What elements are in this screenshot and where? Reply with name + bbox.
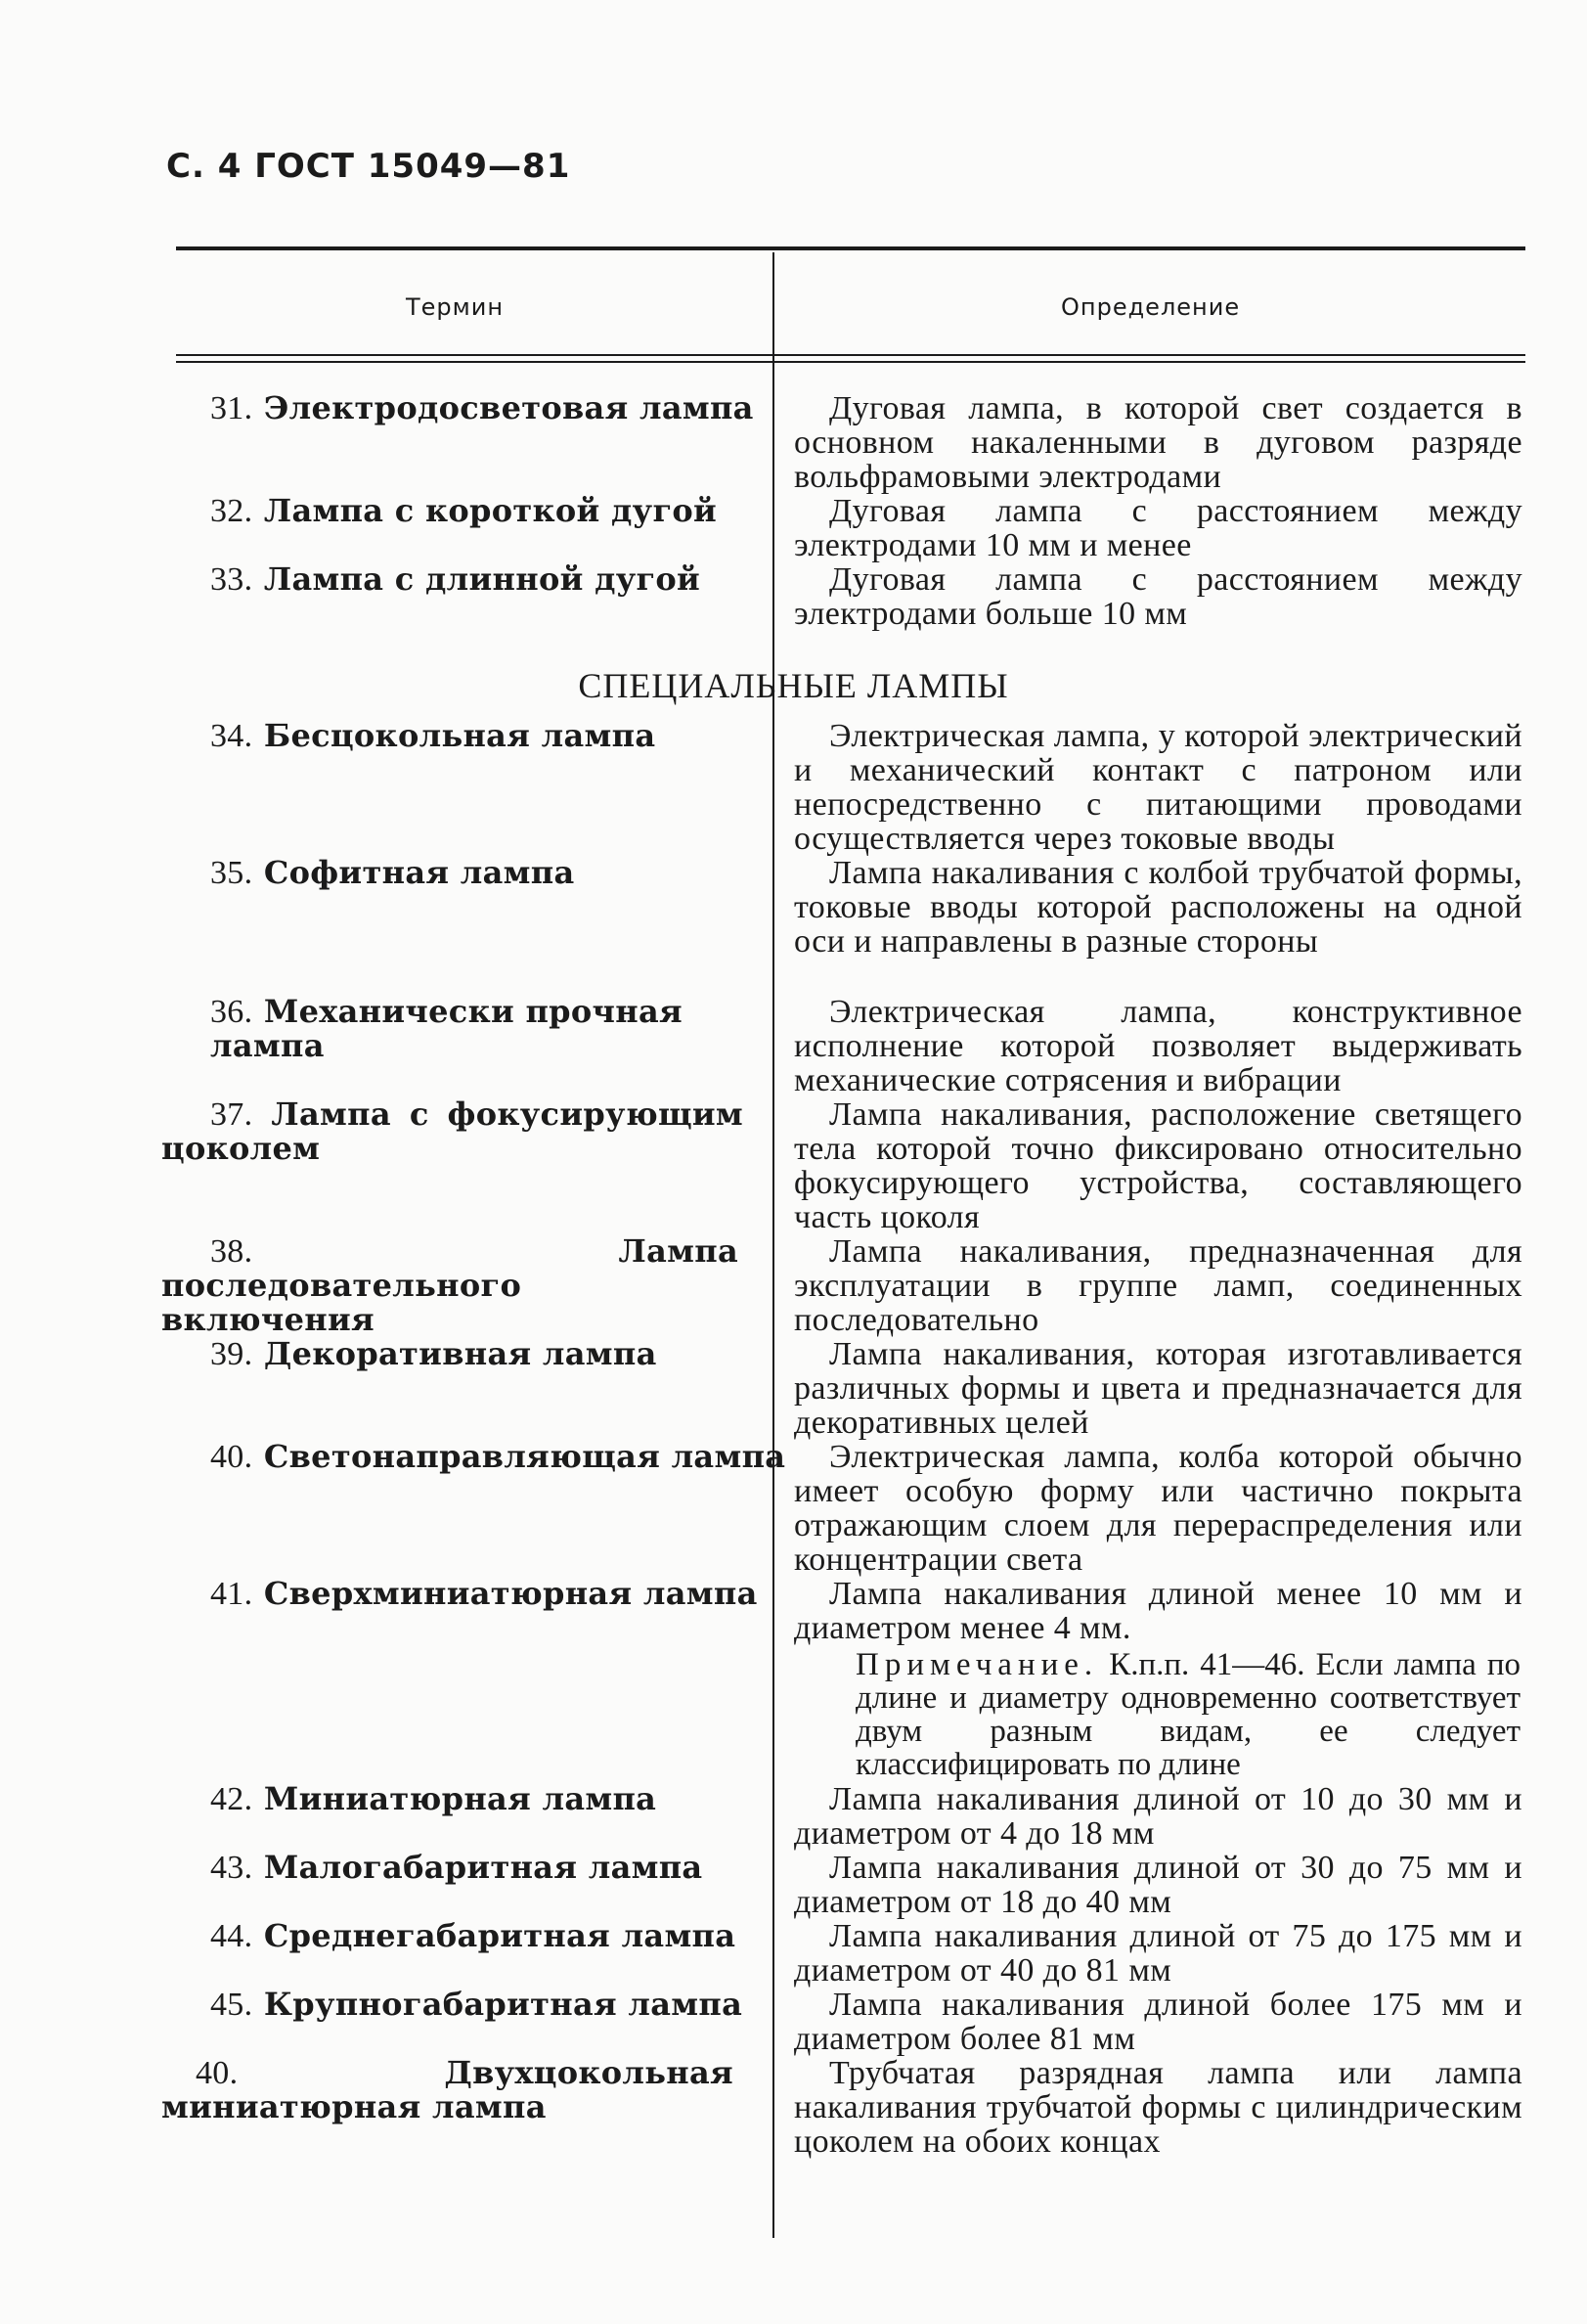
term-cell <box>210 1988 792 2022</box>
definition-cell <box>794 562 1522 631</box>
term-number: 40. <box>210 1439 253 1475</box>
term-text: Лампа с короткой дугой <box>263 492 718 529</box>
term-number: 45. <box>210 1987 253 2023</box>
term-cell <box>210 995 792 1063</box>
definition-cell <box>794 1097 1522 1234</box>
definition-text: Электрическая лампа, колба которой обычно имеет особую форму или частично покрыта отражающим слоем для перераспределения или концентрации света <box>794 1439 1522 1578</box>
definition-text: Дуговая лампа с расстоянием между электродами больше 10 мм <box>794 561 1522 632</box>
definition-cell <box>794 1577 1522 1645</box>
note <box>856 1648 1521 1781</box>
term-number: 32. <box>210 493 253 529</box>
header-rule <box>176 354 1525 356</box>
term-number: 31. <box>210 390 253 426</box>
term-text: Лампа с длинной дугой <box>263 560 701 598</box>
definition-cell <box>794 1851 1522 1919</box>
definition-cell <box>794 1919 1522 1988</box>
section-title: СПЕЦИАЛЬНЫЕ ЛАМПЫ <box>578 666 1009 705</box>
note-text: К.п.п. 41—46. Если лампа по длине и диаметру одновременно соответствует двум разным видам, ее следует классифицировать по длине <box>856 1647 1521 1782</box>
term-cell <box>210 391 792 425</box>
definition-text: Лампа накаливания длиной от 30 до 75 мм и диаметром от 18 до 40 мм <box>794 1850 1522 1920</box>
term-cell <box>210 1782 792 1816</box>
definition-column-header: Определение <box>1061 293 1241 321</box>
definition-cell <box>794 2056 1522 2159</box>
term-number: 44. <box>210 1918 253 1954</box>
term-text: Бесцокольная лампа <box>263 717 656 754</box>
term-number: 40. <box>196 2055 239 2091</box>
term-cell <box>210 494 792 528</box>
term-cell <box>210 1919 792 1953</box>
term-cell <box>210 1577 792 1611</box>
term-number: 33. <box>210 561 253 598</box>
definition-text: Лампа накаливания длиной более 175 мм и диаметром более 81 мм <box>794 1987 1522 2057</box>
table-top-rule <box>176 246 1525 250</box>
term-number: 39. <box>210 1336 253 1372</box>
page-header: С. 4 ГОСТ 15049—81 <box>166 147 571 186</box>
definition-text: Лампа накаливания длиной от 10 до 30 мм и диаметром от 4 до 18 мм <box>794 1781 1522 1852</box>
term-number: 42. <box>210 1781 253 1817</box>
definition-cell <box>794 856 1522 959</box>
term-column-header: Термин <box>406 293 505 321</box>
term-cell <box>210 562 792 597</box>
definition-cell <box>794 995 1522 1097</box>
definition-text: Трубчатая разрядная лампа или лампа накаливания трубчатой формы с цилиндрическим цоколем на обоих концах <box>794 2055 1522 2160</box>
definition-text: Лампа накаливания длиной от 75 до 175 мм и диаметром от 40 до 81 мм <box>794 1918 1522 1989</box>
term-text: Сверхминиатюрная лампа <box>263 1575 758 1612</box>
definition-cell <box>794 391 1522 494</box>
term-text: Декоративная лампа <box>263 1335 657 1372</box>
term-cell <box>210 1337 792 1371</box>
definition-cell <box>794 494 1522 562</box>
term-cell <box>161 1234 738 1337</box>
term-text: Лампа последовательного включения <box>161 1232 738 1338</box>
definition-cell <box>794 1440 1522 1577</box>
definition-cell <box>794 1337 1522 1440</box>
definition-text: Дуговая лампа, в которой свет создается в основном накаленными в дуговом разряде вольфрамовыми электродами <box>794 390 1522 495</box>
term-number: 37. <box>210 1096 253 1133</box>
term-text: Малогабаритная лампа <box>263 1849 703 1886</box>
term-text: Среднегабаритная лампа <box>263 1917 736 1954</box>
term-number: 34. <box>210 718 253 754</box>
definition-cell <box>794 1782 1522 1851</box>
definition-text: Лампа накаливания с колбой трубчатой формы, токовые вводы которой расположены на одной оси и направлены в разные стороны <box>794 855 1522 960</box>
term-text: Крупногабаритная лампа <box>263 1986 743 2023</box>
term-number: 38. <box>210 1233 253 1270</box>
note-label: Примечание. <box>856 1647 1099 1682</box>
term-number: 35. <box>210 855 253 891</box>
term-number: 36. <box>210 994 253 1030</box>
definition-text: Лампа накаливания длиной менее 10 мм и диаметром менее 4 мм. <box>794 1576 1522 1646</box>
term-cell <box>210 1440 792 1474</box>
header-rule <box>176 361 1525 363</box>
definition-cell <box>794 1988 1522 2056</box>
term-text: Механически прочная лампа <box>210 993 683 1064</box>
definition-text: Лампа накаливания, расположение светящего тела которой точно фиксировано относительно фокусирующего устройства, составляющего часть цоколя <box>794 1096 1522 1235</box>
term-cell <box>210 719 792 753</box>
term-text: Лампа с фокусирующим цоколем <box>161 1095 743 1167</box>
definition-text: Электрическая лампа, у которой электрический и механический контакт с патроном или непосредственно с питающими проводами осуществляется через токовые вводы <box>794 718 1522 857</box>
term-text: Миниатюрная лампа <box>263 1780 657 1817</box>
definition-text: Электрическая лампа, конструктивное исполнение которой позволяет выдерживать механические сотрясения и вибрации <box>794 994 1522 1098</box>
definition-text: Лампа накаливания, предназначенная для эксплуатации в группе ламп, соединенных последовательно <box>794 1233 1522 1338</box>
term-text: Двухцокольная миниатюрная лампа <box>161 2054 733 2125</box>
term-text: Электродосветовая лампа <box>263 389 754 426</box>
term-text: Софитная лампа <box>263 854 575 891</box>
term-text: Светонаправляющая лампа <box>263 1438 786 1475</box>
term-cell <box>210 856 792 890</box>
definition-cell <box>794 1234 1522 1337</box>
term-number: 41. <box>210 1576 253 1612</box>
definition-text: Дуговая лампа с расстоянием между электродами 10 мм и менее <box>794 493 1522 563</box>
term-number: 43. <box>210 1850 253 1886</box>
term-cell <box>210 1851 792 1885</box>
term-cell <box>161 1097 743 1166</box>
definition-text: Лампа накаливания, которая изготавливается различных формы и цвета и предназначается для декоративных целей <box>794 1336 1522 1441</box>
term-cell <box>161 2056 733 2124</box>
definition-cell <box>794 719 1522 856</box>
